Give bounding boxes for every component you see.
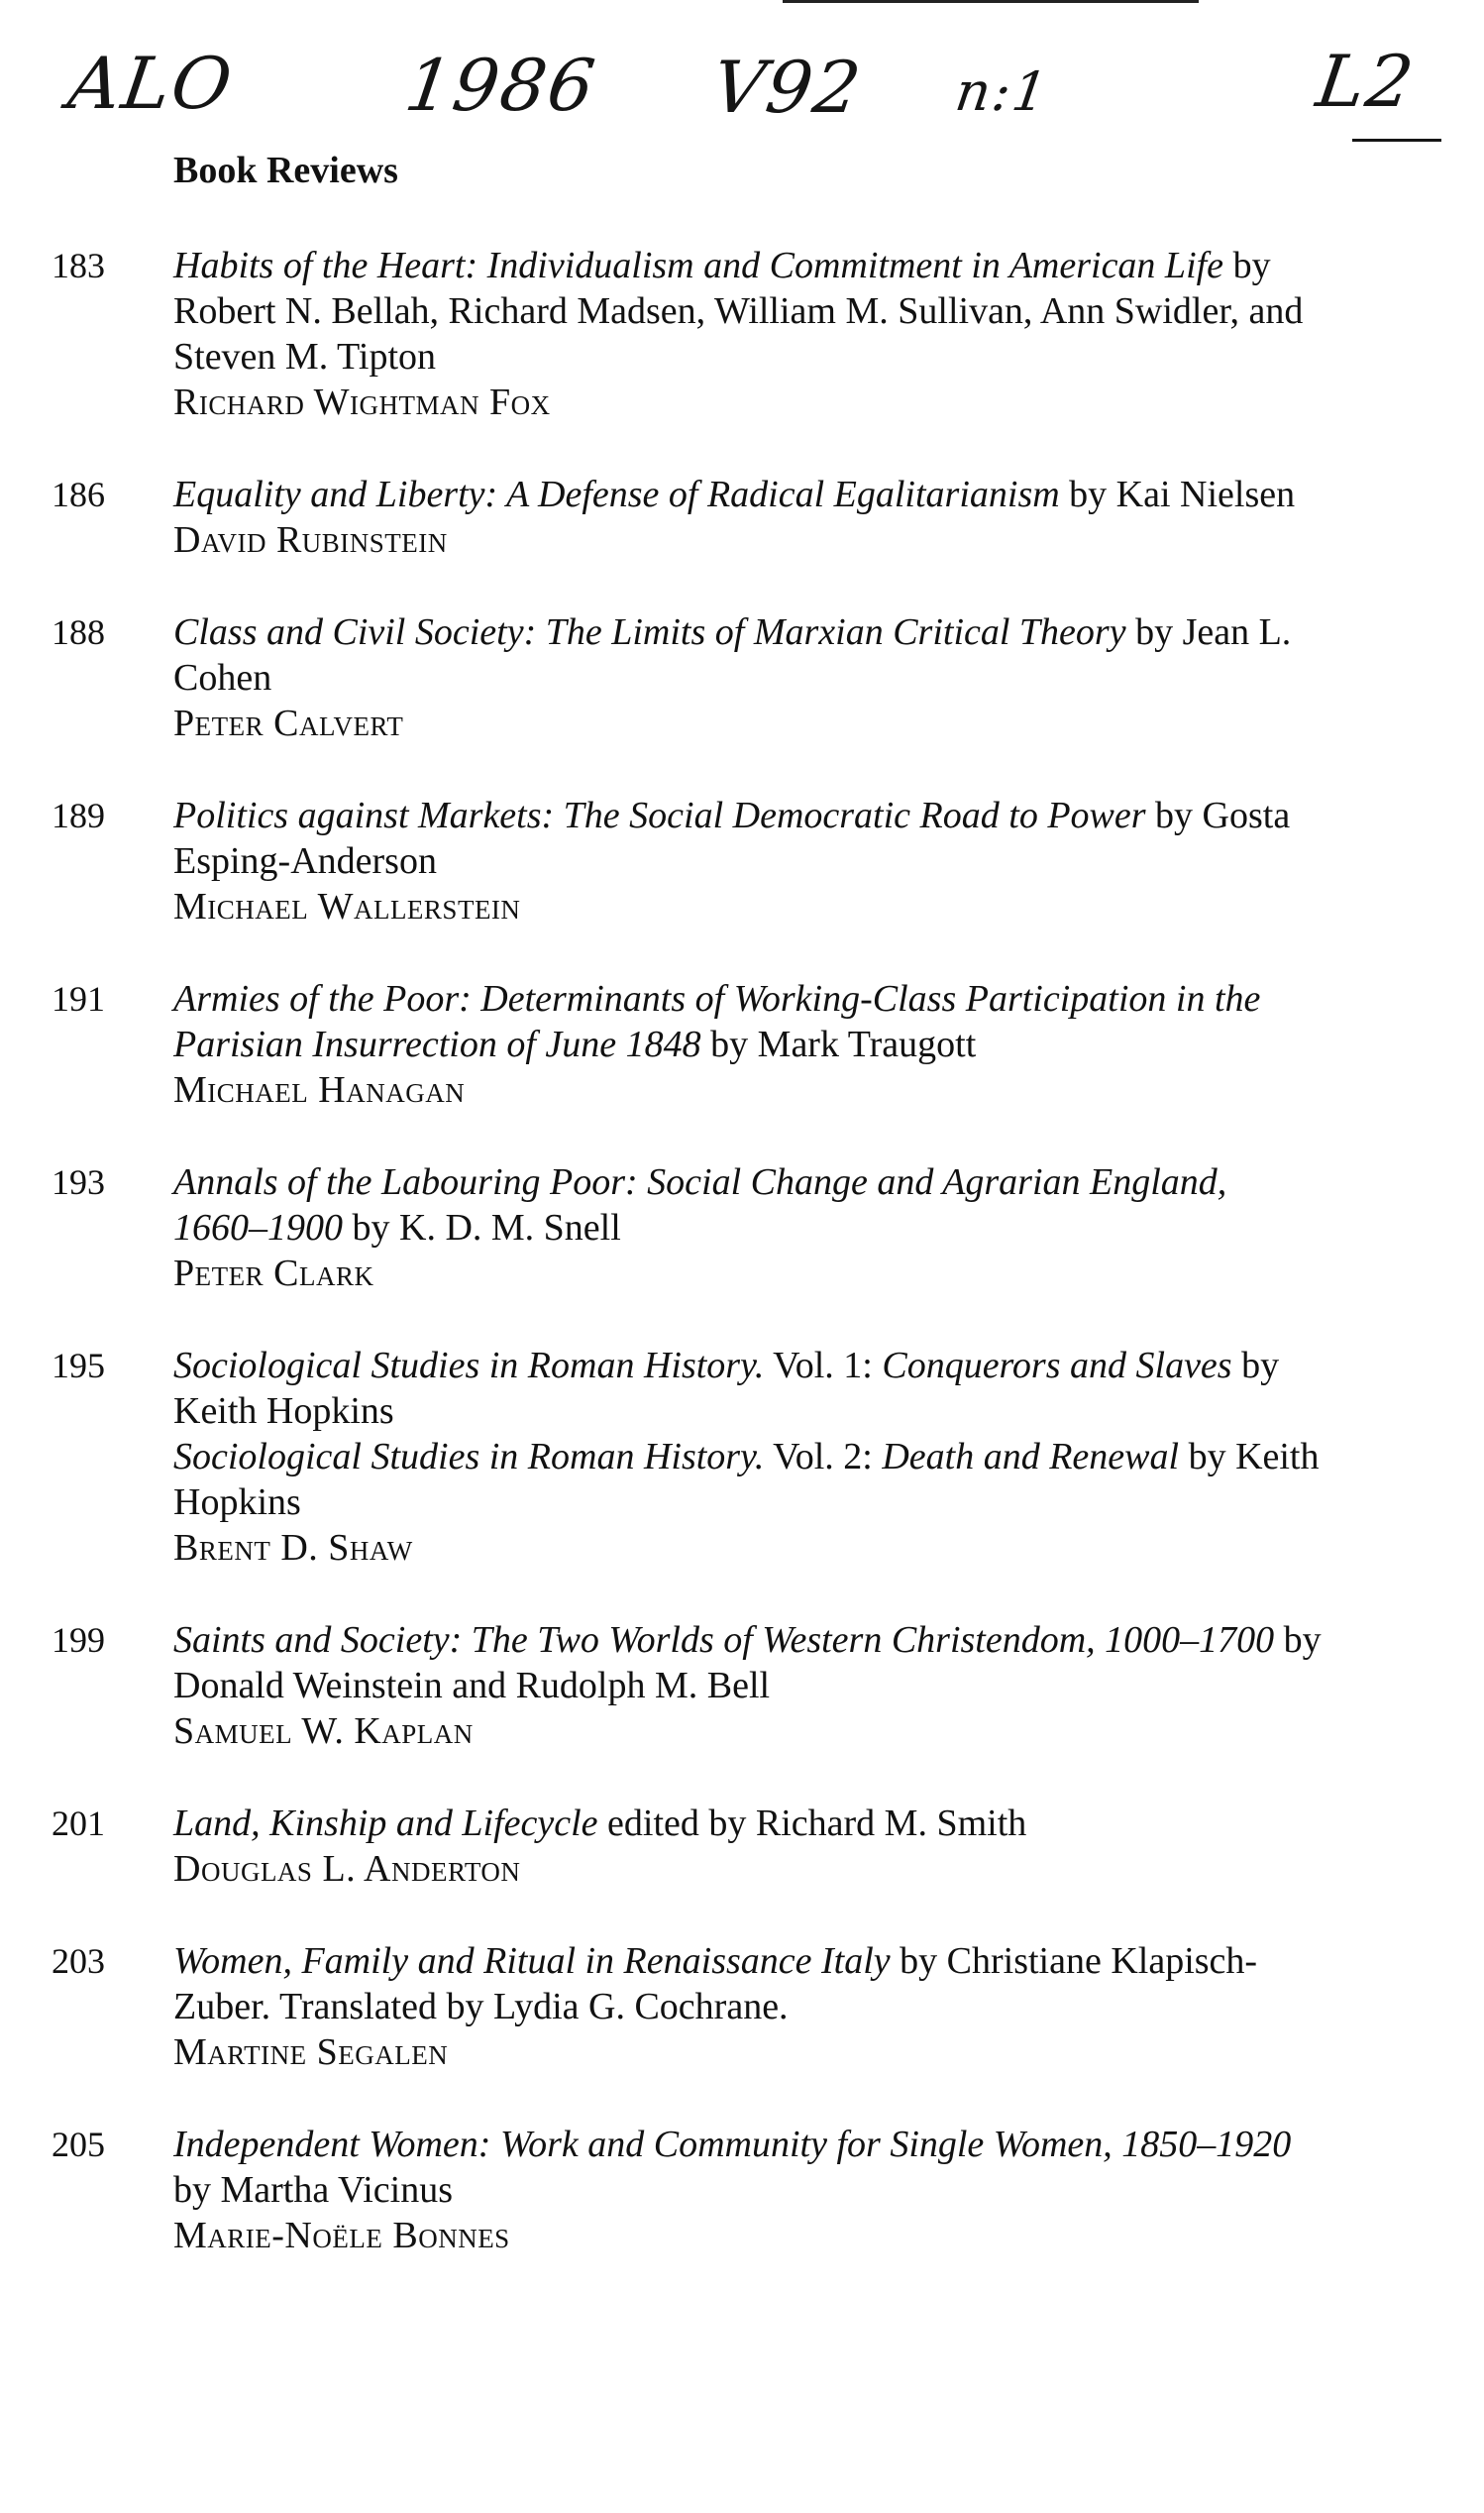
page-number: 188 (52, 612, 105, 652)
reviewed-work (173, 1434, 1327, 1525)
volume-title: Conquerors and Slaves (882, 1345, 1232, 1386)
author-byline: by Donald Weinstein and Rudolph M. Bell (173, 1619, 1322, 1706)
volume-label: Vol. 2: (764, 1436, 883, 1477)
reviewer-name: Michael Hanagan (173, 1069, 466, 1111)
author-byline: by K. D. M. Snell (343, 1207, 621, 1249)
volume-title: Death and Renewal (882, 1436, 1180, 1477)
author-byline: by Christiane Klapisch-Zuber. Translated by Lydia G. Cochrane. (173, 1940, 1258, 2027)
reviewed-work (173, 1159, 1327, 1251)
reviewer-name: Marie-Noële Bonnes (173, 2215, 510, 2256)
page-number: 193 (52, 1162, 105, 1202)
book-title: Women, Family and Ritual in Renaissance Italy (173, 1940, 891, 1982)
review-entry (0, 1343, 1484, 1571)
book-title: Land, Kinship and Lifecycle (173, 1803, 598, 1844)
author-byline: by Mark Traugott (700, 1024, 977, 1065)
review-entry (0, 609, 1484, 746)
review-citation (173, 1617, 1327, 1754)
author-byline: by Kai Nielsen (1059, 474, 1296, 515)
volume-label: Vol. 1: (764, 1345, 883, 1386)
review-citation (173, 793, 1327, 929)
reviewer-name: Douglas L. Anderton (173, 1848, 521, 1890)
reviewed-work (173, 1617, 1327, 1708)
review-entry (0, 1801, 1484, 1892)
book-title: Armies of the Poor: Determinants of Working-Class Participation in the Parisian Insurrection of June 1848 (173, 978, 1261, 1065)
page-number: 195 (52, 1346, 105, 1385)
page-number: 205 (52, 2125, 105, 2164)
book-title: Equality and Liberty: A Defense of Radical Egalitarianism (173, 474, 1060, 515)
author-byline: by Keith Hopkins (173, 1345, 1280, 1432)
book-title: Sociological Studies in Roman History. (173, 1345, 765, 1386)
review-citation (173, 609, 1327, 746)
review-citation (173, 1159, 1327, 1296)
reviewed-work (173, 609, 1327, 701)
author-byline: edited by Richard M. Smith (597, 1803, 1027, 1844)
handwritten-note: ALO (63, 42, 239, 125)
page-number: 189 (52, 796, 105, 835)
book-title: Class and Civil Society: The Limits of Marxian Critical Theory (173, 611, 1126, 653)
review-citation (173, 243, 1327, 425)
reviewed-work (173, 1938, 1327, 2029)
page-number: 201 (52, 1803, 105, 1843)
reviewer-name: Samuel W. Kaplan (173, 1710, 474, 1752)
reviewer-name: Richard Wightman Fox (173, 382, 551, 423)
book-title: Independent Women: Work and Community for Single Women, 1850–1920 (173, 2124, 1292, 2165)
review-citation (173, 976, 1327, 1113)
page-number: 199 (52, 1620, 105, 1660)
reviewed-work (173, 976, 1327, 1067)
book-title: Annals of the Labouring Poor: Social Change and Agrarian England, 1660–1900 (173, 1161, 1227, 1249)
handwritten-note: 1986 (400, 44, 602, 127)
review-citation (173, 1343, 1327, 1571)
review-entry (0, 2122, 1484, 2258)
review-entry (0, 1159, 1484, 1296)
review-entry (0, 793, 1484, 929)
section-title: Book Reviews (173, 150, 398, 191)
reviewed-work (173, 1343, 1327, 1434)
review-entry (0, 976, 1484, 1113)
author-byline: by Gosta Esping-Anderson (173, 795, 1291, 882)
handwritten-note: V92 (707, 46, 868, 129)
author-byline: by Robert N. Bellah, Richard Madsen, William M. Sullivan, Ann Swidler, and Steven M. Tipton (173, 245, 1304, 378)
reviewer-name: Martine Segalen (173, 2031, 449, 2073)
review-citation (173, 1938, 1327, 2075)
review-citation (173, 1801, 1327, 1892)
reviewed-work (173, 472, 1327, 517)
book-title: Habits of the Heart: Individualism and Commitment in American Life (173, 245, 1224, 286)
review-citation (173, 472, 1327, 563)
handwritten-annotation (0, 40, 1484, 149)
page-number: 191 (52, 979, 105, 1019)
review-entry (0, 1617, 1484, 1754)
book-title: Saints and Society: The Two Worlds of Western Christendom, 1000–1700 (173, 1619, 1275, 1661)
review-entry (0, 1938, 1484, 2075)
reviewed-work (173, 243, 1327, 380)
reviewer-name: Peter Clark (173, 1253, 374, 1294)
top-edge-rule (783, 0, 1199, 3)
review-citation (173, 2122, 1327, 2258)
reviewed-work (173, 793, 1327, 884)
reviewer-name: Peter Calvert (173, 703, 404, 744)
handwritten-underline (1352, 139, 1441, 142)
review-entry (0, 472, 1484, 563)
reviewer-name: Brent D. Shaw (173, 1527, 413, 1569)
reviewed-work (173, 2122, 1327, 2213)
review-list (0, 243, 1484, 2305)
page-number: 183 (52, 246, 105, 285)
author-byline: by Martha Vicinus (173, 2169, 453, 2211)
author-byline: by Jean L. Cohen (173, 611, 1292, 699)
reviewer-name: Michael Wallerstein (173, 886, 521, 928)
book-title: Sociological Studies in Roman History. (173, 1436, 765, 1477)
reviewer-name: David Rubinstein (173, 519, 448, 561)
page-number: 203 (52, 1941, 105, 1981)
author-byline: by Keith Hopkins (173, 1436, 1320, 1523)
review-entry (0, 243, 1484, 425)
page-number: 186 (52, 475, 105, 514)
reviewed-work (173, 1801, 1327, 1846)
handwritten-note: n:1 (951, 60, 1053, 123)
handwritten-note: L2 (1312, 40, 1421, 123)
book-title: Politics against Markets: The Social Democratic Road to Power (173, 795, 1146, 836)
